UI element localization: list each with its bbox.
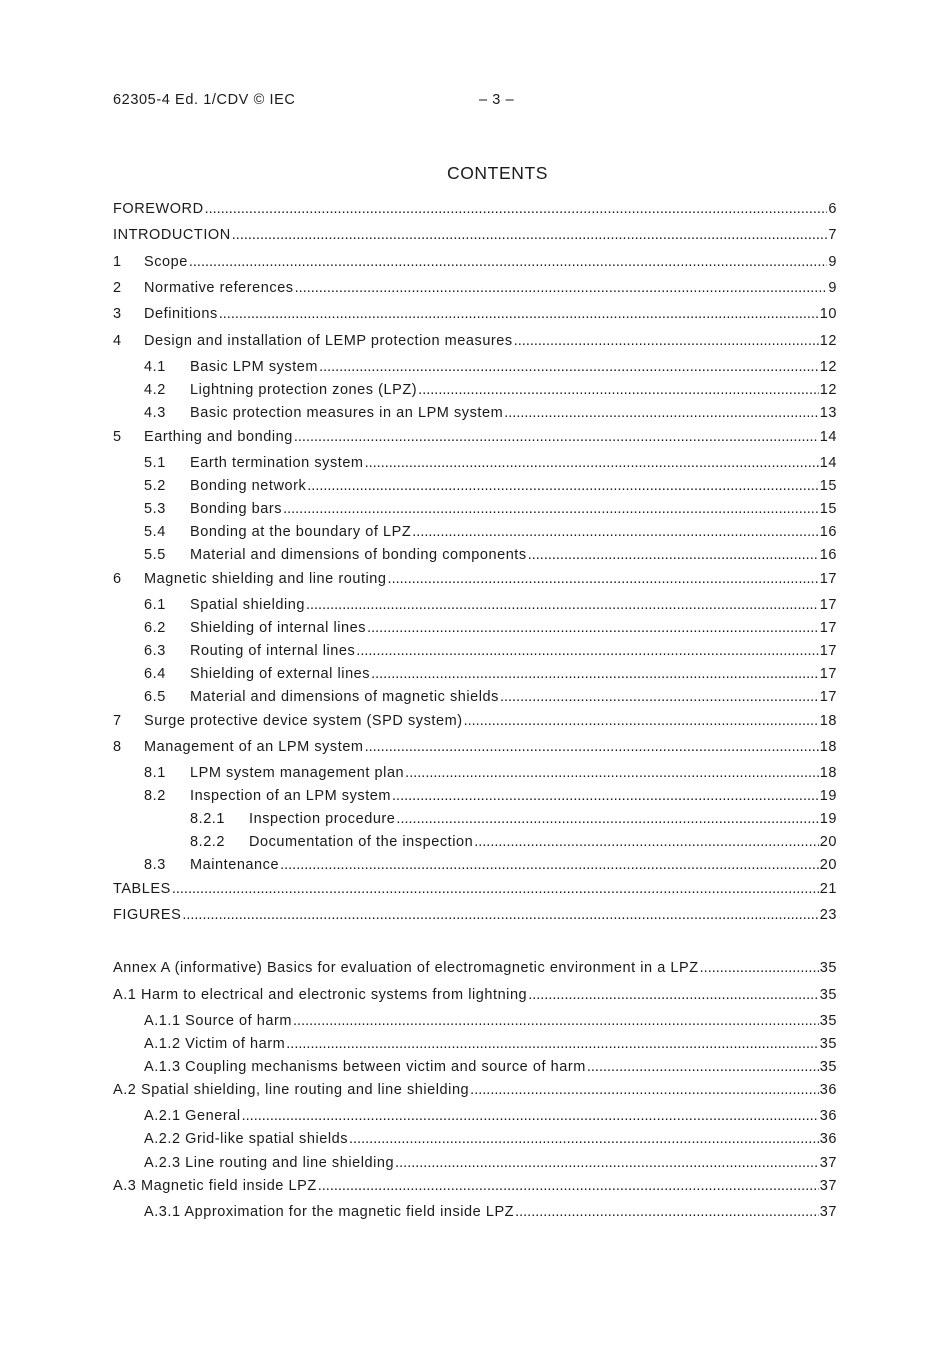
dot-leader: [371, 666, 819, 682]
toc-entry-title: Bonding bars: [190, 501, 283, 517]
document-id: 62305-4 Ed. 1/CDV © IEC: [113, 92, 296, 108]
dot-leader: [367, 620, 819, 636]
toc-entry-number: 4.3: [144, 405, 166, 421]
toc-entry-title: Inspection of an LPM system: [190, 788, 392, 804]
toc-entry-number: 4.2: [144, 382, 166, 398]
annex-entry-title: Annex A (informative) Basics for evaluation of electromagnetic environment in a LPZ: [113, 960, 699, 976]
annex-entry[interactable]: [113, 1013, 837, 1031]
toc-entry[interactable]: [113, 788, 837, 806]
annex-entry[interactable]: [113, 960, 837, 978]
toc-entry-number: 4.1: [144, 359, 166, 375]
annex-entry[interactable]: [113, 1036, 837, 1054]
toc-entry[interactable]: [113, 382, 837, 400]
toc-entry-title: TABLES: [113, 881, 171, 897]
toc-entry[interactable]: [113, 227, 837, 245]
annex-entry-title: A.2.2 Grid-like spatial shields: [144, 1131, 349, 1147]
toc-entry[interactable]: [113, 405, 837, 423]
dot-leader: [280, 857, 819, 873]
annex-entry[interactable]: [113, 1131, 837, 1149]
page-number: – 3 –: [479, 92, 515, 108]
toc-entry[interactable]: [113, 834, 837, 852]
toc-entry-title: LPM system management plan: [190, 765, 405, 781]
toc-entry-title: Surge protective device system (SPD system): [144, 713, 463, 729]
toc-entry[interactable]: [113, 881, 837, 899]
toc-entry-page: 16: [819, 524, 837, 540]
annex-entry-page: 37: [819, 1155, 837, 1171]
contents-heading: CONTENTS: [446, 163, 549, 183]
toc-entry[interactable]: [113, 333, 837, 351]
toc-entry-page: 14: [819, 455, 837, 471]
annex-entry[interactable]: [113, 987, 837, 1005]
dot-leader: [405, 765, 819, 781]
toc-entry[interactable]: [113, 524, 837, 542]
toc-entry-page: 12: [819, 333, 837, 349]
dot-leader: [182, 907, 818, 923]
toc-entry-number: 5.2: [144, 478, 166, 494]
toc-entry-page: 18: [819, 713, 837, 729]
toc-entry[interactable]: [113, 765, 837, 783]
dot-leader: [319, 359, 819, 375]
dot-leader: [587, 1059, 819, 1075]
dot-leader: [172, 881, 819, 897]
toc-entry-page: 15: [819, 478, 837, 494]
toc-entry[interactable]: [113, 478, 837, 496]
toc-entry-title: INTRODUCTION: [113, 227, 231, 243]
toc-entry-number: 6.4: [144, 666, 166, 682]
dot-leader: [392, 788, 819, 804]
toc-entry-title: Spatial shielding: [190, 597, 305, 613]
annex-entry-title: A.2 Spatial shielding, line routing and line shielding: [113, 1082, 470, 1098]
toc-entry-title: Design and installation of LEMP protection measures: [144, 333, 513, 349]
annex-entry-title: A.1 Harm to electrical and electronic systems from lightning: [113, 987, 528, 1003]
toc-entry-number: 3: [113, 306, 122, 322]
dot-leader: [418, 382, 819, 398]
annex-entry-title: A.3.1 Approximation for the magnetic field inside LPZ: [144, 1204, 515, 1220]
annex-entry-title: A.2.3 Line routing and line shielding: [144, 1155, 395, 1171]
annex-entry[interactable]: [113, 1155, 837, 1173]
toc-entry-page: 21: [819, 881, 837, 897]
toc-entry[interactable]: [113, 501, 837, 519]
dot-leader: [295, 280, 828, 296]
toc-entry-number: 5.5: [144, 547, 166, 563]
toc-entry-page: 17: [819, 643, 837, 659]
toc-entry-title: Lightning protection zones (LPZ): [190, 382, 418, 398]
dot-leader: [349, 1131, 819, 1147]
dot-leader: [293, 1013, 819, 1029]
toc-entry-page: 6: [828, 201, 837, 217]
dot-leader: [356, 643, 818, 659]
dot-leader: [242, 1108, 819, 1124]
toc-entry-number: 5.3: [144, 501, 166, 517]
dot-leader: [307, 478, 819, 494]
toc-entry[interactable]: [113, 201, 837, 219]
toc-entry[interactable]: [113, 689, 837, 707]
annex-entry[interactable]: [113, 1204, 837, 1222]
toc-entry-title: Earth termination system: [190, 455, 364, 471]
toc-entry-number: 8.1: [144, 765, 166, 781]
toc-entry-number: 6.2: [144, 620, 166, 636]
toc-entry[interactable]: [113, 306, 837, 324]
toc-entry[interactable]: [113, 643, 837, 661]
dot-leader: [528, 547, 819, 563]
toc-entry-page: 14: [819, 429, 837, 445]
toc-entry[interactable]: [113, 907, 837, 925]
toc-entry-page: 13: [819, 405, 837, 421]
dot-leader: [205, 201, 828, 217]
toc-entry-page: 9: [828, 254, 837, 270]
toc-entry-page: 19: [819, 811, 837, 827]
annex-entry-page: 35: [819, 987, 837, 1003]
toc-entry-title: Shielding of external lines: [190, 666, 371, 682]
toc-entry-page: 20: [819, 857, 837, 873]
dot-leader: [388, 571, 819, 587]
dot-leader: [306, 597, 819, 613]
toc-entry-title: Definitions: [144, 306, 218, 322]
dot-leader: [514, 333, 819, 349]
toc-entry-title: Material and dimensions of magnetic shields: [190, 689, 499, 705]
toc-entry-page: 12: [819, 359, 837, 375]
dot-leader: [283, 501, 819, 517]
toc-entry-title: Earthing and bonding: [144, 429, 293, 445]
toc-entry-number: 8.2: [144, 788, 166, 804]
toc-entry-title: Normative references: [144, 280, 294, 296]
dot-leader: [395, 1155, 819, 1171]
toc-entry-number: 5.4: [144, 524, 166, 540]
dot-leader: [232, 227, 828, 243]
toc-entry-title: Bonding network: [190, 478, 307, 494]
toc-entry-page: 20: [819, 834, 837, 850]
toc-entry[interactable]: [113, 666, 837, 684]
annex-entry-page: 35: [819, 1013, 837, 1029]
toc-entry-title: Bonding at the boundary of LPZ: [190, 524, 412, 540]
toc-entry-title: FIGURES: [113, 907, 182, 923]
toc-entry-number: 5: [113, 429, 122, 445]
toc-entry-number: 7: [113, 713, 122, 729]
annex-entry[interactable]: [113, 1108, 837, 1126]
toc-entry[interactable]: [113, 455, 837, 473]
toc-entry-page: 17: [819, 666, 837, 682]
toc-entry-page: 9: [828, 280, 837, 296]
toc-entry-title: Shielding of internal lines: [190, 620, 367, 636]
toc-entry-page: 15: [819, 501, 837, 517]
dot-leader: [700, 960, 819, 976]
dot-leader: [500, 689, 819, 705]
toc-entry-page: 17: [819, 620, 837, 636]
dot-leader: [470, 1082, 819, 1098]
toc-entry[interactable]: [113, 620, 837, 638]
toc-entry-number: 1: [113, 254, 122, 270]
dot-leader: [504, 405, 819, 421]
toc-entry-title: Magnetic shielding and line routing: [144, 571, 387, 587]
annex-entry-page: 36: [819, 1108, 837, 1124]
toc-entry-title: Management of an LPM system: [144, 739, 364, 755]
toc-entry-title: Basic LPM system: [190, 359, 319, 375]
annex-entry-page: 36: [819, 1131, 837, 1147]
toc-entry-number: 8.2.1: [190, 811, 225, 827]
toc-entry-page: 12: [819, 382, 837, 398]
toc-entry-title: Basic protection measures in an LPM system: [190, 405, 504, 421]
toc-entry-title: Material and dimensions of bonding components: [190, 547, 527, 563]
toc-entry-page: 17: [819, 689, 837, 705]
annex-entry[interactable]: [113, 1059, 837, 1077]
dot-leader: [219, 306, 819, 322]
dot-leader: [474, 834, 819, 850]
dot-leader: [365, 739, 819, 755]
page-header: [113, 92, 837, 112]
toc-entry[interactable]: [113, 359, 837, 377]
annex-entry[interactable]: [113, 1082, 837, 1100]
dot-leader: [365, 455, 819, 471]
annex-entry-page: 35: [819, 1036, 837, 1052]
toc-entry-number: 6: [113, 571, 122, 587]
toc-entry-page: 16: [819, 547, 837, 563]
toc-entry-title: Maintenance: [190, 857, 280, 873]
toc-entry-title: Inspection procedure: [249, 811, 396, 827]
dot-leader: [318, 1178, 819, 1194]
toc-entry-page: 7: [828, 227, 837, 243]
toc-entry-page: 19: [819, 788, 837, 804]
annex-entry-page: 35: [819, 1059, 837, 1075]
toc-entry-number: 6.3: [144, 643, 166, 659]
annex-entry-page: 36: [819, 1082, 837, 1098]
annex-entry-title: A.3 Magnetic field inside LPZ: [113, 1178, 317, 1194]
toc-entry-page: 18: [819, 765, 837, 781]
toc-entry-number: 2: [113, 280, 122, 296]
toc-entry[interactable]: [113, 857, 837, 875]
annex-entry-page: 37: [819, 1178, 837, 1194]
toc-entry-number: 5.1: [144, 455, 166, 471]
annex-entry-title: A.1.1 Source of harm: [144, 1013, 293, 1029]
annex-entry-title: A.2.1 General: [144, 1108, 241, 1124]
toc-entry-number: 8.3: [144, 857, 166, 873]
toc-entry-title: Routing of internal lines: [190, 643, 356, 659]
toc-entry-number: 6.5: [144, 689, 166, 705]
toc-entry[interactable]: [113, 739, 837, 757]
toc-entry-page: 10: [819, 306, 837, 322]
toc-entry[interactable]: [113, 571, 837, 589]
toc-entry[interactable]: [113, 280, 837, 298]
annex-entry-page: 37: [819, 1204, 837, 1220]
annex-entry[interactable]: [113, 1178, 837, 1196]
toc-entry-page: 17: [819, 571, 837, 587]
dot-leader: [189, 254, 828, 270]
toc-entry-page: 23: [819, 907, 837, 923]
dot-leader: [286, 1036, 818, 1052]
toc-entry-number: 8.2.2: [190, 834, 225, 850]
toc-entry[interactable]: [113, 254, 837, 272]
toc-entry-page: 17: [819, 597, 837, 613]
toc-entry[interactable]: [113, 811, 837, 829]
dot-leader: [294, 429, 819, 445]
annex-entry-title: A.1.2 Victim of harm: [144, 1036, 286, 1052]
toc-entry-title: FOREWORD: [113, 201, 204, 217]
toc-entry[interactable]: [113, 597, 837, 615]
toc-entry-title: Scope: [144, 254, 188, 270]
annex-entry-title: A.1.3 Coupling mechanisms between victim and source of harm: [144, 1059, 586, 1075]
toc-entry[interactable]: [113, 713, 837, 731]
dot-leader: [396, 811, 818, 827]
toc-entry[interactable]: [113, 429, 837, 447]
annex-entry-page: 35: [819, 960, 837, 976]
toc-entry-number: 4: [113, 333, 122, 349]
dot-leader: [412, 524, 819, 540]
toc-entry-number: 6.1: [144, 597, 166, 613]
dot-leader: [528, 987, 819, 1003]
dot-leader: [515, 1204, 819, 1220]
toc-entry-number: 8: [113, 739, 122, 755]
toc-entry[interactable]: [113, 547, 837, 565]
dot-leader: [464, 713, 819, 729]
toc-entry-page: 18: [819, 739, 837, 755]
toc-entry-title: Documentation of the inspection: [249, 834, 474, 850]
